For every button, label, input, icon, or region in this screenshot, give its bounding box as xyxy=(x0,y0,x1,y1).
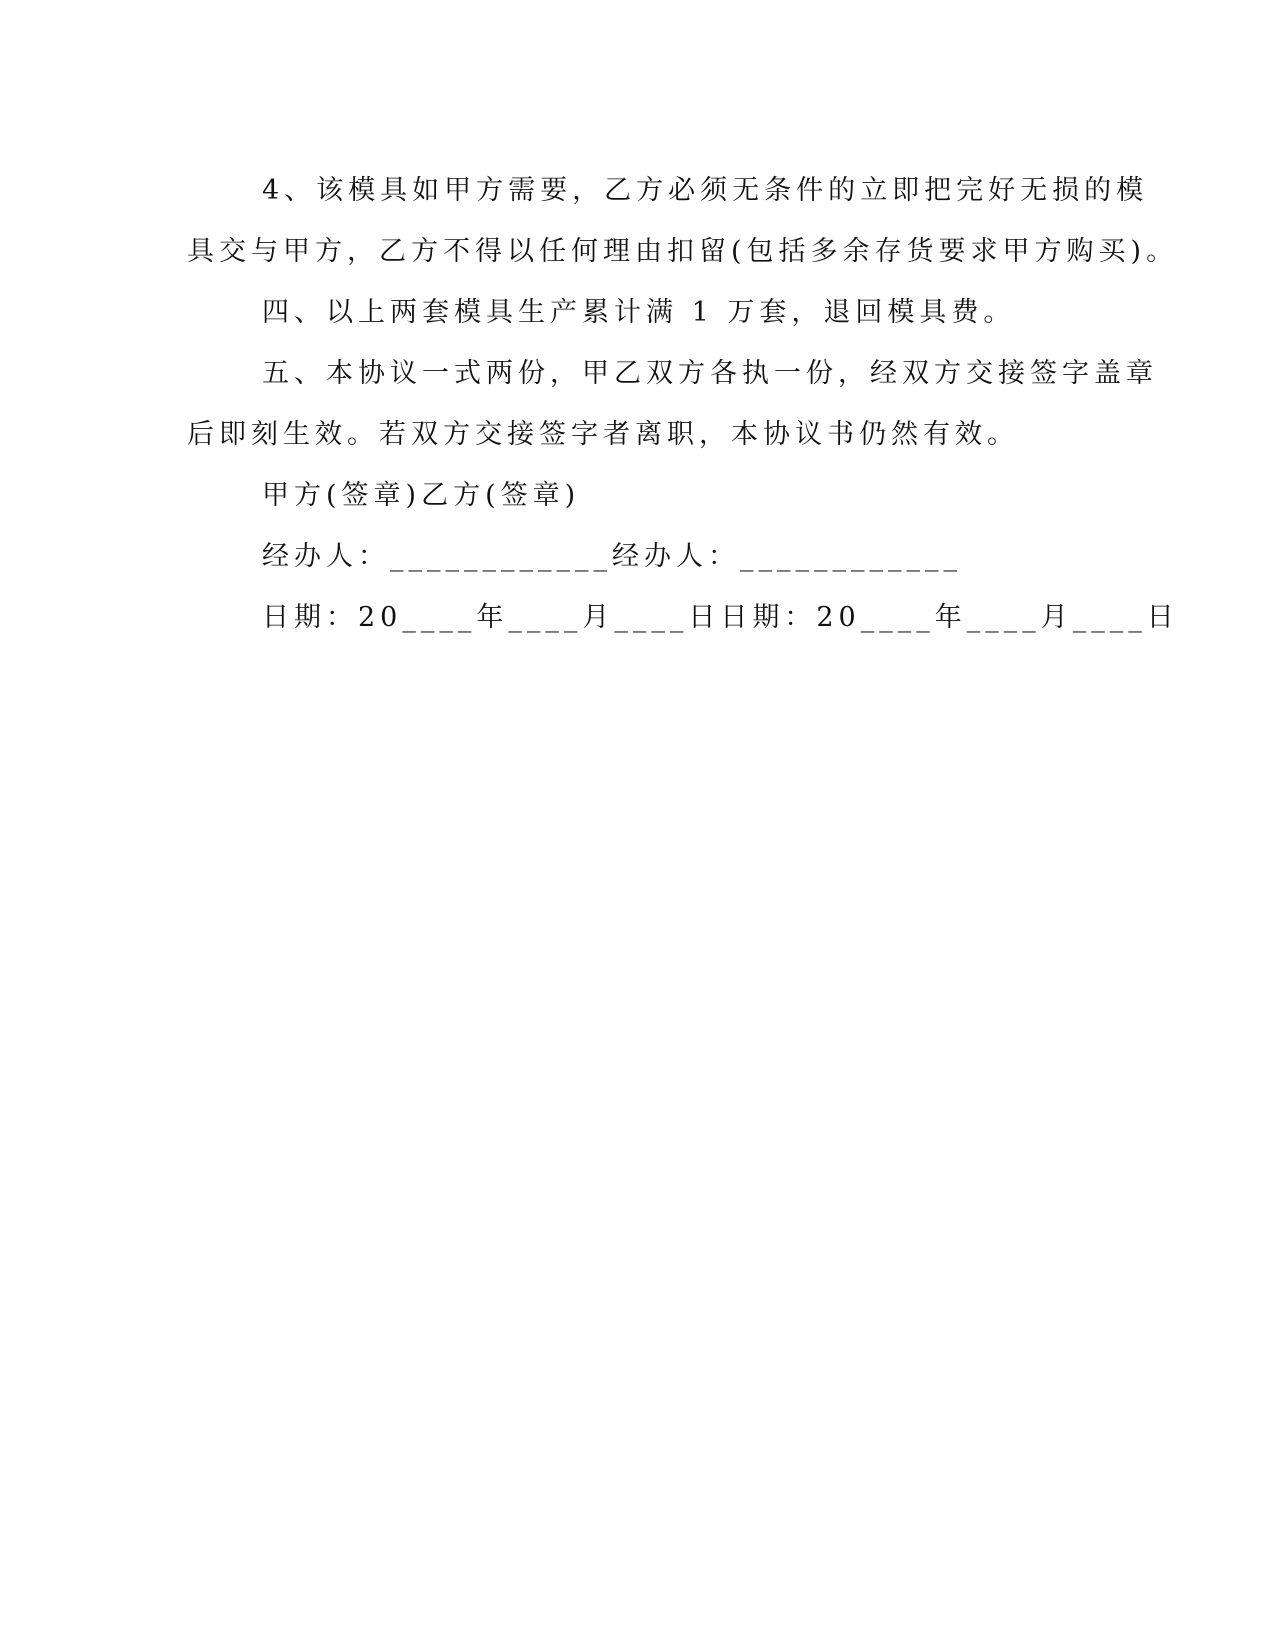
document-body xyxy=(187,160,1179,648)
date-line: 日期：20____年____月____日日期：20____年____月____日 xyxy=(262,602,1179,633)
clause-five-line-1: 五、本协议一式两份，甲乙双方各执一份，经双方交接签字盖章 xyxy=(262,358,1158,389)
clause-4-line-2: 具交与甲方，乙方不得以任何理由扣留(包括多余存货要求甲方购买)。 xyxy=(187,236,1179,267)
clause-4-line-1: 4、该模具如甲方需要，乙方必须无条件的立即把完好无损的模 xyxy=(262,175,1149,206)
clause-four: 四、以上两套模具生产累计满 1 万套，退回模具费。 xyxy=(262,297,1016,328)
signature-parties: 甲方(签章)乙方(签章) xyxy=(262,480,581,511)
handler-line: 经办人：____________经办人：____________ xyxy=(262,541,962,572)
clause-five-line-2: 后即刻生效。若双方交接签字者离职，本协议书仍然有效。 xyxy=(187,419,1019,450)
